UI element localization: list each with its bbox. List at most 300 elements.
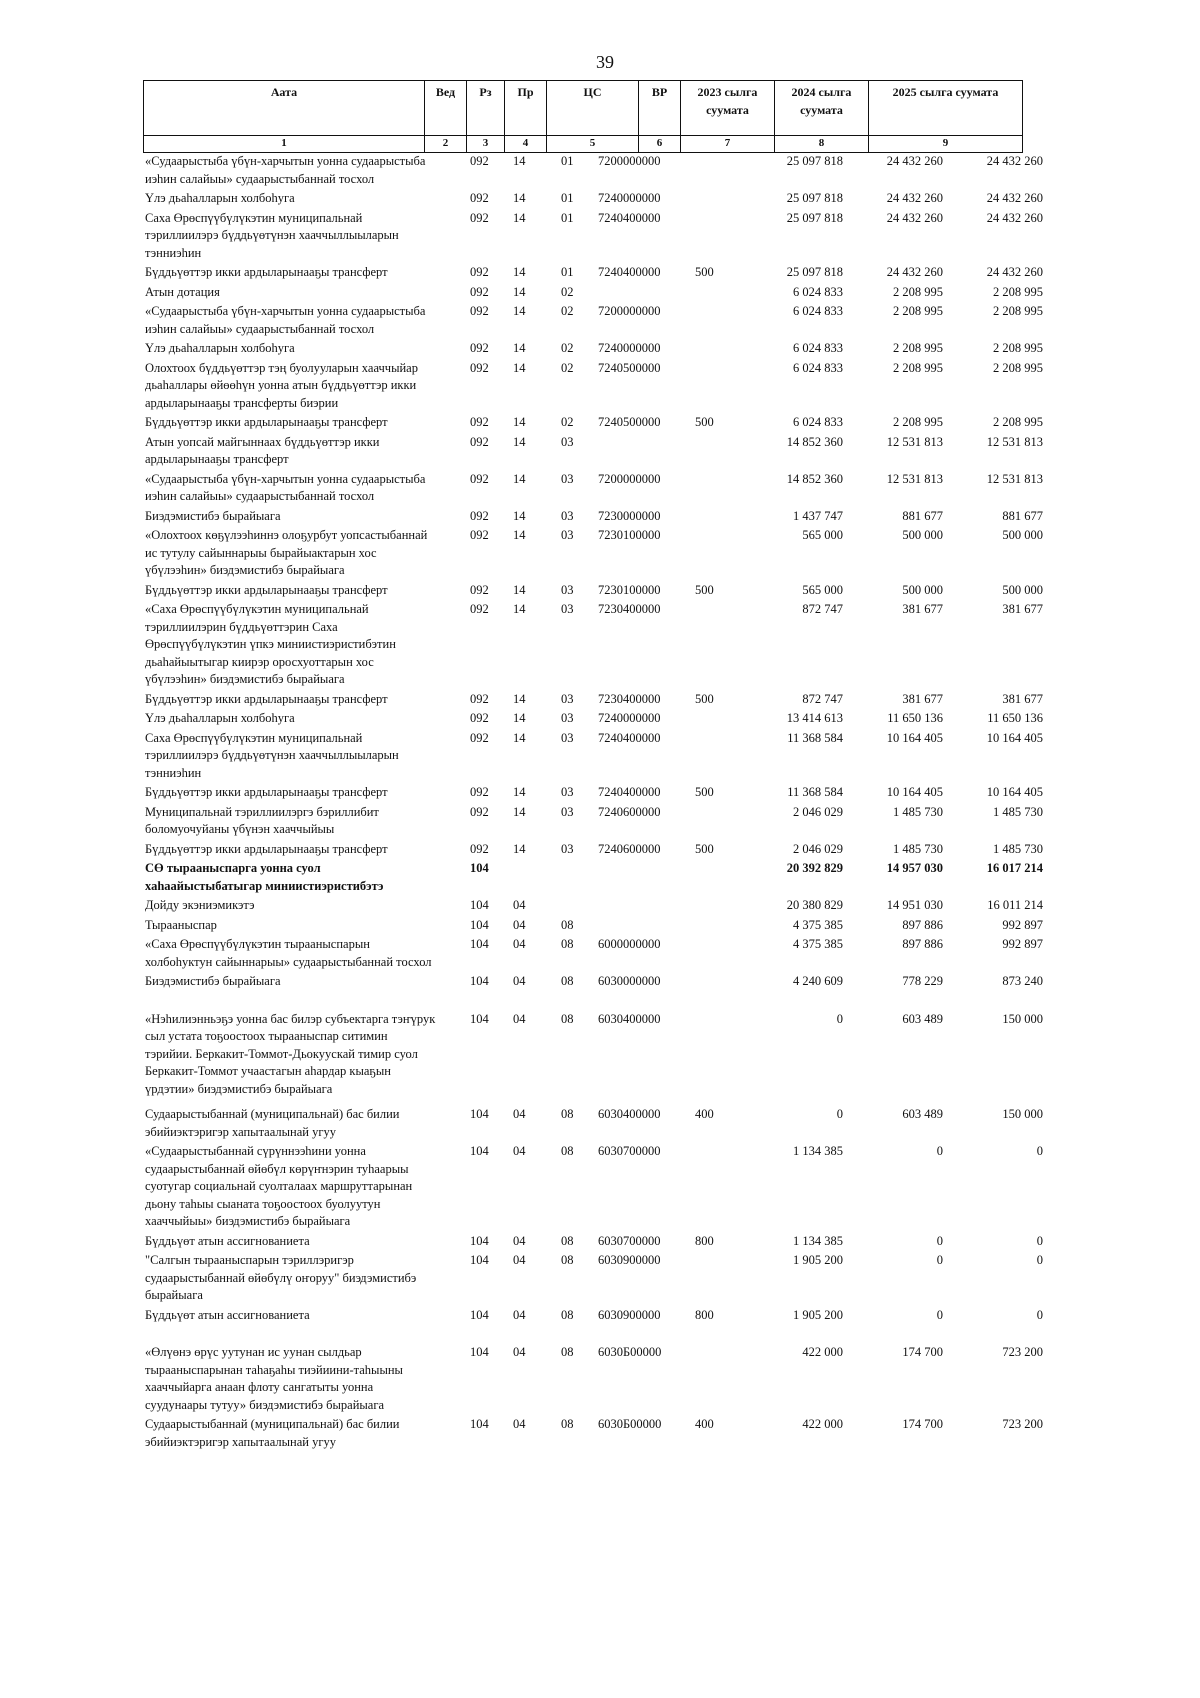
row-name: Дойду экэниэмикэтэ bbox=[145, 898, 255, 912]
header-ved: Вед bbox=[424, 81, 466, 135]
row-ved: 092 bbox=[470, 508, 489, 523]
col-num-3: 3 bbox=[466, 136, 504, 152]
row-amount-2024: 14 957 030 bbox=[886, 861, 943, 875]
row-pr: 02 bbox=[561, 360, 574, 375]
row-vr: 800 bbox=[695, 1307, 714, 1322]
row-ved: 092 bbox=[470, 582, 489, 597]
row-name: Атын дотация bbox=[145, 284, 220, 299]
row-amount-2025: 16 017 214 bbox=[986, 861, 1043, 875]
row-cs: 7200000000 bbox=[598, 154, 661, 168]
row-amount-2025: 992 897 bbox=[1002, 917, 1043, 932]
table-row bbox=[143, 527, 1043, 580]
row-amount-2023: 20 392 829 bbox=[786, 861, 843, 875]
row-amount-2024: 12 531 813 bbox=[886, 471, 943, 486]
row-pr: 08 bbox=[561, 937, 574, 951]
row-amount-2023: 565 000 bbox=[802, 582, 843, 597]
row-amount-2023: 20 380 829 bbox=[786, 898, 843, 912]
row-ved: 092 bbox=[470, 360, 489, 375]
row-amount-2025: 873 240 bbox=[1002, 974, 1043, 988]
row-name: Бүддьүөттэр икки ардыларынааҕы трансферт bbox=[145, 785, 388, 799]
table-row bbox=[143, 1344, 1043, 1414]
row-cs: 7240000000 bbox=[598, 191, 661, 205]
row-amount-2023: 2 046 029 bbox=[793, 841, 843, 856]
row-ved: 092 bbox=[470, 730, 489, 745]
row-amount-2023: 565 000 bbox=[802, 528, 843, 542]
row-cs: 7240400000 bbox=[598, 785, 661, 799]
row-ved: 104 bbox=[470, 937, 489, 951]
row-amount-2024: 11 650 136 bbox=[887, 711, 943, 725]
row-name: Саха Өрөспүүбүлүкэтин муниципальнай тэриллиилэрэ бүддьүөтүнэн хааччыллыыларын тэнниэһин bbox=[145, 730, 399, 780]
header-2025: 2025 сылга суумата bbox=[868, 81, 1022, 135]
table-row bbox=[143, 414, 1043, 432]
row-amount-2024: 24 432 260 bbox=[886, 154, 943, 168]
row-rz: 04 bbox=[513, 974, 526, 988]
row-pr: 01 bbox=[561, 154, 574, 168]
table-row bbox=[143, 340, 1043, 358]
col-num-1: 1 bbox=[281, 137, 287, 149]
row-pr: 08 bbox=[561, 1011, 574, 1026]
row-cs: 7240500000 bbox=[598, 360, 661, 375]
row-rz: 14 bbox=[513, 265, 526, 279]
col-num-7: 7 bbox=[680, 136, 774, 152]
row-name: Үлэ дьаһалларын холбоһуга bbox=[145, 711, 295, 725]
row-pr: 08 bbox=[561, 1107, 574, 1121]
table-row bbox=[143, 303, 1043, 338]
row-cs: 6030Б00000 bbox=[598, 1417, 662, 1431]
row-rz: 14 bbox=[513, 284, 526, 299]
row-amount-2023: 25 097 818 bbox=[786, 265, 843, 279]
row-amount-2023: 4 375 385 bbox=[793, 937, 843, 951]
row-ved: 092 bbox=[470, 841, 489, 856]
table-row bbox=[143, 601, 1043, 689]
row-amount-2024: 603 489 bbox=[902, 1107, 943, 1121]
row-amount-2025: 12 531 813 bbox=[986, 471, 1043, 486]
row-amount-2024: 2 208 995 bbox=[893, 341, 943, 355]
table-row bbox=[143, 1011, 1043, 1099]
row-amount-2023: 14 852 360 bbox=[786, 471, 843, 486]
row-pr: 02 bbox=[561, 341, 574, 355]
row-amount-2025: 10 164 405 bbox=[986, 785, 1043, 799]
row-name: «Судаарыстыбаннай сүрүннээһини уонна судаарыстыбаннай өйөбүл көрүҥнэрин туһаарыы суотугар социальнай суолталаах маршруттарынан дьону таһыы сыаната тоҕоостоох буолуутун хааччыйыы» биэдэмистибэ бырайыага bbox=[145, 1144, 413, 1228]
table-row bbox=[143, 582, 1043, 600]
row-pr: 08 bbox=[561, 974, 574, 988]
row-amount-2023: 872 747 bbox=[802, 602, 843, 616]
row-rz: 14 bbox=[513, 711, 526, 725]
row-ved: 092 bbox=[470, 341, 489, 355]
row-rz: 04 bbox=[513, 937, 526, 951]
row-name: «Саха Өрөспүүбүлүкэтин тырааныспарын холбоһуктун сайыннарыы» судаарыстыбаннай тосхол bbox=[145, 937, 432, 969]
row-name: Судаарыстыбаннай (муниципальнай) бас билии эбийиэктэригэр хапытаалынай угуу bbox=[145, 1107, 400, 1139]
row-ved: 104 bbox=[470, 1107, 489, 1121]
row-ved: 092 bbox=[470, 210, 489, 225]
row-rz: 04 bbox=[513, 1417, 526, 1431]
row-amount-2025: 0 bbox=[1036, 1307, 1043, 1322]
row-cs: 7230400000 bbox=[598, 691, 661, 706]
row-name: Бүддьүөттэр икки ардыларынааҕы трансферт bbox=[145, 415, 388, 429]
row-amount-2024: 14 951 030 bbox=[886, 898, 943, 912]
row-cs: 7240600000 bbox=[598, 804, 661, 819]
table-row bbox=[143, 973, 1043, 991]
row-amount-2025: 2 208 995 bbox=[993, 415, 1043, 429]
row-pr: 03 bbox=[561, 508, 574, 523]
row-cs: 6030400000 bbox=[598, 1011, 661, 1026]
row-rz: 14 bbox=[513, 582, 526, 597]
row-amount-2025: 992 897 bbox=[1002, 937, 1043, 951]
table-row bbox=[143, 1106, 1043, 1141]
row-amount-2024: 778 229 bbox=[902, 974, 943, 988]
row-vr: 500 bbox=[695, 415, 714, 429]
row-pr: 03 bbox=[561, 804, 574, 819]
row-vr: 500 bbox=[695, 265, 714, 279]
row-rz: 04 bbox=[513, 898, 526, 912]
table-body bbox=[143, 153, 1043, 1451]
row-name: Бүддьүөттэр икки ардыларынааҕы трансферт bbox=[145, 265, 388, 279]
row-ved: 104 bbox=[470, 1345, 489, 1359]
row-vr: 500 bbox=[695, 785, 714, 799]
header-pr: Пр bbox=[504, 81, 546, 135]
table-row bbox=[143, 1252, 1043, 1305]
row-ved: 092 bbox=[470, 191, 489, 205]
col-num-2: 2 bbox=[424, 136, 466, 152]
table-row bbox=[143, 936, 1043, 971]
row-pr: 03 bbox=[561, 691, 574, 706]
row-rz: 14 bbox=[513, 471, 526, 486]
row-amount-2023: 0 bbox=[836, 1107, 843, 1121]
row-rz: 14 bbox=[513, 508, 526, 523]
row-amount-2023: 1 437 747 bbox=[793, 508, 843, 523]
header-rz: Рз bbox=[466, 81, 504, 135]
row-cs: 6030000000 bbox=[598, 974, 661, 988]
row-amount-2024: 897 886 bbox=[902, 917, 943, 932]
table-row bbox=[143, 917, 1043, 935]
row-amount-2024: 897 886 bbox=[902, 937, 943, 951]
row-amount-2024: 0 bbox=[936, 1233, 943, 1248]
row-amount-2024: 603 489 bbox=[902, 1011, 943, 1026]
row-pr: 02 bbox=[561, 304, 574, 318]
row-ved: 092 bbox=[470, 602, 489, 616]
row-cs: 7240000000 bbox=[598, 341, 661, 355]
table-header bbox=[143, 80, 1023, 135]
row-cs: 7230100000 bbox=[598, 528, 661, 542]
row-amount-2024: 500 000 bbox=[902, 528, 943, 542]
row-rz: 14 bbox=[513, 360, 526, 375]
row-pr: 03 bbox=[561, 528, 574, 542]
row-amount-2025: 723 200 bbox=[1002, 1417, 1043, 1431]
row-pr: 08 bbox=[561, 1417, 574, 1431]
row-rz: 04 bbox=[513, 1345, 526, 1359]
row-name: СӨ тырааныспарга уонна суол хаһаайыстыбатыгар миниистиэристибэтэ bbox=[145, 861, 384, 893]
row-rz: 04 bbox=[513, 1144, 526, 1158]
row-amount-2025: 24 432 260 bbox=[986, 154, 1043, 168]
row-amount-2025: 11 650 136 bbox=[987, 711, 1043, 725]
row-name: "Салгын тырааныспарын тэриллэригэр судаарыстыбаннай өйөбүлү оҥоруу" биэдэмистибэ бырайыага bbox=[145, 1253, 417, 1302]
row-cs: 7240400000 bbox=[598, 210, 661, 225]
row-amount-2024: 12 531 813 bbox=[886, 434, 943, 449]
row-amount-2024: 381 677 bbox=[902, 602, 943, 616]
row-cs: 7230400000 bbox=[598, 602, 661, 616]
row-cs: 7240400000 bbox=[598, 265, 661, 279]
row-rz: 14 bbox=[513, 602, 526, 616]
row-rz: 04 bbox=[513, 1253, 526, 1267]
row-cs: 6030400000 bbox=[598, 1107, 661, 1121]
row-amount-2025: 12 531 813 bbox=[986, 434, 1043, 449]
row-ved: 092 bbox=[470, 804, 489, 819]
row-amount-2025: 10 164 405 bbox=[986, 730, 1043, 745]
row-pr: 03 bbox=[561, 434, 574, 449]
col-num-8: 8 bbox=[774, 136, 868, 152]
header-cs: ЦС bbox=[546, 81, 638, 135]
row-rz: 14 bbox=[513, 154, 526, 168]
row-pr: 01 bbox=[561, 191, 574, 205]
row-name: Муниципальнай тэриллиилэргэ бэриллибит боломуочуйаны үбүнэн хааччыйыы bbox=[145, 804, 379, 836]
row-amount-2025: 150 000 bbox=[1002, 1011, 1043, 1026]
row-amount-2025: 723 200 bbox=[1002, 1345, 1043, 1359]
row-vr: 800 bbox=[695, 1233, 714, 1248]
row-rz: 14 bbox=[513, 191, 526, 205]
row-name: «Судаарыстыба үбүн-харчытын уонна судаарыстыба иэһин салайыы» судаарыстыбаннай тосхол bbox=[145, 471, 426, 503]
row-amount-2023: 25 097 818 bbox=[786, 191, 843, 205]
header-vr: ВР bbox=[638, 81, 680, 135]
row-pr: 03 bbox=[561, 841, 574, 856]
row-amount-2023: 6 024 833 bbox=[793, 415, 843, 429]
row-amount-2023: 4 375 385 bbox=[793, 917, 843, 932]
table-row bbox=[143, 210, 1043, 263]
row-vr: 400 bbox=[695, 1107, 714, 1121]
row-amount-2023: 872 747 bbox=[802, 691, 843, 706]
row-rz: 14 bbox=[513, 804, 526, 819]
row-name: Бүддьүөттэр икки ардыларынааҕы трансферт bbox=[145, 691, 388, 706]
row-cs: 6030900000 bbox=[598, 1253, 661, 1267]
row-amount-2025: 2 208 995 bbox=[993, 284, 1043, 299]
table-row bbox=[143, 284, 1043, 302]
row-amount-2024: 500 000 bbox=[902, 582, 943, 597]
table-row bbox=[143, 691, 1043, 709]
row-name: «Судаарыстыба үбүн-харчытын уонна судаарыстыба иэһин салайыы» судаарыстыбаннай тосхол bbox=[145, 154, 426, 186]
col-num-5: 5 bbox=[546, 136, 638, 152]
row-ved: 104 bbox=[470, 974, 489, 988]
row-pr: 03 bbox=[561, 785, 574, 799]
row-amount-2025: 2 208 995 bbox=[993, 304, 1043, 318]
row-amount-2025: 16 011 214 bbox=[987, 898, 1043, 912]
row-cs: 7200000000 bbox=[598, 471, 661, 486]
page-number: 39 bbox=[596, 52, 614, 72]
row-amount-2024: 174 700 bbox=[902, 1345, 943, 1359]
row-rz: 14 bbox=[513, 528, 526, 542]
row-amount-2025: 150 000 bbox=[1002, 1107, 1043, 1121]
row-amount-2023: 0 bbox=[836, 1011, 843, 1026]
header-2023: 2023 сылга суумата bbox=[680, 81, 774, 135]
row-ved: 092 bbox=[470, 691, 489, 706]
header-2024: 2024 сылга суумата bbox=[774, 81, 868, 135]
row-name: «Нэһилиэнньэҕэ уонна бас билэр субъектарга тэҥүрук сыл устата тоҕоостоох тырааныспар ситимин тэрийии. Беркакит-Томмот-Дьокуускай тимир суол Беркакит-Томмот учаастагын аһардар кыаҕын үрдэтии» биэдэмистибэ бырайыага bbox=[145, 1011, 436, 1096]
table-row bbox=[143, 1307, 1043, 1325]
row-amount-2024: 1 485 730 bbox=[893, 841, 943, 856]
row-cs: 6030Б00000 bbox=[598, 1345, 662, 1359]
row-rz: 04 bbox=[513, 917, 526, 932]
col-num-9: 9 bbox=[868, 136, 1022, 152]
row-name: Бүддьүөттэр икки ардыларынааҕы трансферт bbox=[145, 582, 388, 597]
row-name: «Олохтоох көҕүлээһиннэ олоҕурбут уопсастыбаннай ис тутулу сайыннарыы бырайыактарын хос үбүлээһин» биэдэмистибэ бырайыага bbox=[145, 528, 428, 577]
row-name: Олохтоох бүддьүөттэр тэң буолууларын хааччыйар дьаһаллары өйөөһүн уонна атын бүддьүөттэр икки ардыларынааҕы трансферты биэрии bbox=[145, 360, 418, 410]
row-ved: 092 bbox=[470, 711, 489, 725]
row-pr: 08 bbox=[561, 1233, 574, 1248]
row-cs: 7240400000 bbox=[598, 730, 661, 745]
table-row bbox=[143, 434, 1043, 469]
row-ved: 092 bbox=[470, 284, 489, 299]
row-rz: 04 bbox=[513, 1233, 526, 1248]
row-amount-2023: 6 024 833 bbox=[793, 341, 843, 355]
row-amount-2023: 6 024 833 bbox=[793, 360, 843, 375]
table-row bbox=[143, 1233, 1043, 1251]
row-cs: 6030700000 bbox=[598, 1144, 661, 1158]
row-rz: 14 bbox=[513, 691, 526, 706]
row-amount-2025: 24 432 260 bbox=[986, 265, 1043, 279]
row-amount-2024: 0 bbox=[936, 1307, 943, 1322]
row-cs: 7230100000 bbox=[598, 582, 661, 597]
row-amount-2023: 1 905 200 bbox=[793, 1253, 843, 1267]
row-amount-2023: 11 368 584 bbox=[787, 730, 843, 745]
row-amount-2023: 422 000 bbox=[802, 1345, 843, 1359]
row-ved: 092 bbox=[470, 471, 489, 486]
row-ved: 104 bbox=[470, 861, 489, 875]
row-amount-2023: 25 097 818 bbox=[786, 154, 843, 168]
row-pr: 01 bbox=[561, 210, 574, 225]
row-rz: 04 bbox=[513, 1107, 526, 1121]
row-amount-2025: 381 677 bbox=[1002, 691, 1043, 706]
row-amount-2024: 24 432 260 bbox=[886, 265, 943, 279]
row-rz: 14 bbox=[513, 785, 526, 799]
row-ved: 092 bbox=[470, 304, 489, 318]
row-pr: 03 bbox=[561, 730, 574, 745]
row-pr: 03 bbox=[561, 602, 574, 616]
row-pr: 08 bbox=[561, 1253, 574, 1267]
table-row bbox=[143, 508, 1043, 526]
row-name: Бүддьүөт атын ассигнованиета bbox=[145, 1233, 310, 1248]
row-amount-2024: 881 677 bbox=[902, 508, 943, 523]
row-rz: 04 bbox=[513, 1307, 526, 1322]
row-amount-2024: 0 bbox=[936, 1144, 943, 1158]
row-amount-2025: 881 677 bbox=[1002, 508, 1043, 523]
row-cs: 7240600000 bbox=[598, 841, 661, 856]
row-amount-2023: 1 134 385 bbox=[793, 1233, 843, 1248]
row-amount-2023: 6 024 833 bbox=[793, 304, 843, 318]
row-amount-2023: 11 368 584 bbox=[787, 785, 843, 799]
table-row bbox=[143, 784, 1043, 802]
table-row bbox=[143, 897, 1043, 915]
row-amount-2023: 2 046 029 bbox=[793, 804, 843, 819]
row-rz: 14 bbox=[513, 841, 526, 856]
row-name: Бүддьүөттэр икки ардыларынааҕы трансферт bbox=[145, 841, 388, 856]
row-pr: 02 bbox=[561, 415, 574, 429]
row-amount-2024: 0 bbox=[936, 1253, 943, 1267]
table-row bbox=[143, 710, 1043, 728]
table-row bbox=[143, 841, 1043, 859]
row-ved: 104 bbox=[470, 898, 489, 912]
row-ved: 104 bbox=[470, 1253, 489, 1267]
row-cs: 7200000000 bbox=[598, 304, 661, 318]
row-rz: 14 bbox=[513, 730, 526, 745]
col-num-4: 4 bbox=[504, 136, 546, 152]
row-rz: 14 bbox=[513, 434, 526, 449]
row-amount-2025: 1 485 730 bbox=[993, 841, 1043, 856]
row-rz: 14 bbox=[513, 415, 526, 429]
row-amount-2025: 24 432 260 bbox=[986, 191, 1043, 205]
row-cs: 7240000000 bbox=[598, 711, 661, 725]
table-row bbox=[143, 1416, 1043, 1451]
row-amount-2023: 422 000 bbox=[802, 1417, 843, 1431]
row-name: Атын уопсай майгыннаах бүддьүөттэр икки ардыларынааҕы трансферт bbox=[145, 434, 380, 466]
row-ved: 104 bbox=[470, 1307, 489, 1322]
row-ved: 092 bbox=[470, 154, 489, 168]
row-name: Тырааныспар bbox=[145, 917, 217, 932]
row-rz: 14 bbox=[513, 304, 526, 318]
row-ved: 092 bbox=[470, 415, 489, 429]
row-pr: 08 bbox=[561, 1144, 574, 1158]
row-name: «Саха Өрөспүүбүлүкэтин муниципальнай тэриллиилэрин бүддьүөттэрин Саха Өрөспүүбүлүкэтин үпкэ миниистиэристибэтин дьаһайыытыгар киирэр оросхуоттарын хос үбүлээһин» биэдэмистибэ бырайыага bbox=[145, 602, 396, 686]
row-pr: 03 bbox=[561, 711, 574, 725]
row-amount-2025: 381 677 bbox=[1002, 602, 1043, 616]
row-name: Биэдэмистибэ бырайыага bbox=[145, 508, 281, 523]
row-amount-2024: 24 432 260 bbox=[886, 210, 943, 225]
row-name: «Өлүөнэ өрүс уутунан ис уунан сылдьар тырааныспарынан таһаҕаһы тиэйиини-таһыыны хааччыйарга анаан флоту сангатыты уонна суудунаары тутуу» биэдэмистибэ бырайыага bbox=[145, 1345, 403, 1412]
table-row bbox=[143, 190, 1043, 208]
row-ved: 104 bbox=[470, 1417, 489, 1431]
row-amount-2025: 500 000 bbox=[1002, 582, 1043, 597]
row-amount-2025: 0 bbox=[1036, 1253, 1043, 1267]
row-amount-2024: 10 164 405 bbox=[886, 785, 943, 799]
row-amount-2023: 13 414 613 bbox=[786, 711, 843, 725]
row-amount-2024: 2 208 995 bbox=[893, 415, 943, 429]
row-rz: 14 bbox=[513, 210, 526, 225]
header-name: Аата bbox=[270, 85, 298, 99]
row-ved: 104 bbox=[470, 1233, 489, 1248]
row-cs: 6030700000 bbox=[598, 1233, 661, 1248]
row-vr: 500 bbox=[695, 582, 714, 597]
row-name: Биэдэмистибэ бырайыага bbox=[145, 974, 281, 988]
row-vr: 500 bbox=[695, 691, 714, 706]
row-amount-2025: 0 bbox=[1036, 1233, 1043, 1248]
table-row bbox=[143, 360, 1043, 413]
row-pr: 03 bbox=[561, 582, 574, 597]
table-row bbox=[143, 471, 1043, 506]
row-amount-2023: 6 024 833 bbox=[793, 284, 843, 299]
row-amount-2024: 2 208 995 bbox=[893, 284, 943, 299]
row-ved: 092 bbox=[470, 528, 489, 542]
row-amount-2025: 2 208 995 bbox=[993, 360, 1043, 375]
table-row bbox=[143, 153, 1043, 188]
row-pr: 08 bbox=[561, 1307, 574, 1322]
row-pr: 03 bbox=[561, 471, 574, 486]
row-ved: 104 bbox=[470, 1144, 489, 1158]
row-rz: 04 bbox=[513, 1011, 526, 1026]
table-row bbox=[143, 804, 1043, 839]
row-vr: 400 bbox=[695, 1417, 714, 1431]
row-amount-2024: 381 677 bbox=[902, 691, 943, 706]
row-name: Бүддьүөт атын ассигнованиета bbox=[145, 1307, 310, 1322]
table-row bbox=[143, 264, 1043, 282]
row-pr: 02 bbox=[561, 284, 574, 299]
row-cs: 7230000000 bbox=[598, 508, 661, 523]
table-row bbox=[143, 730, 1043, 783]
row-cs: 6000000000 bbox=[598, 937, 661, 951]
row-pr: 08 bbox=[561, 917, 574, 932]
row-ved: 092 bbox=[470, 434, 489, 449]
row-amount-2023: 25 097 818 bbox=[786, 210, 843, 225]
row-vr: 500 bbox=[695, 841, 714, 856]
row-ved: 092 bbox=[470, 265, 489, 279]
col-num-6: 6 bbox=[638, 136, 680, 152]
row-name: Үлэ дьаһалларын холбоһуга bbox=[145, 341, 295, 355]
